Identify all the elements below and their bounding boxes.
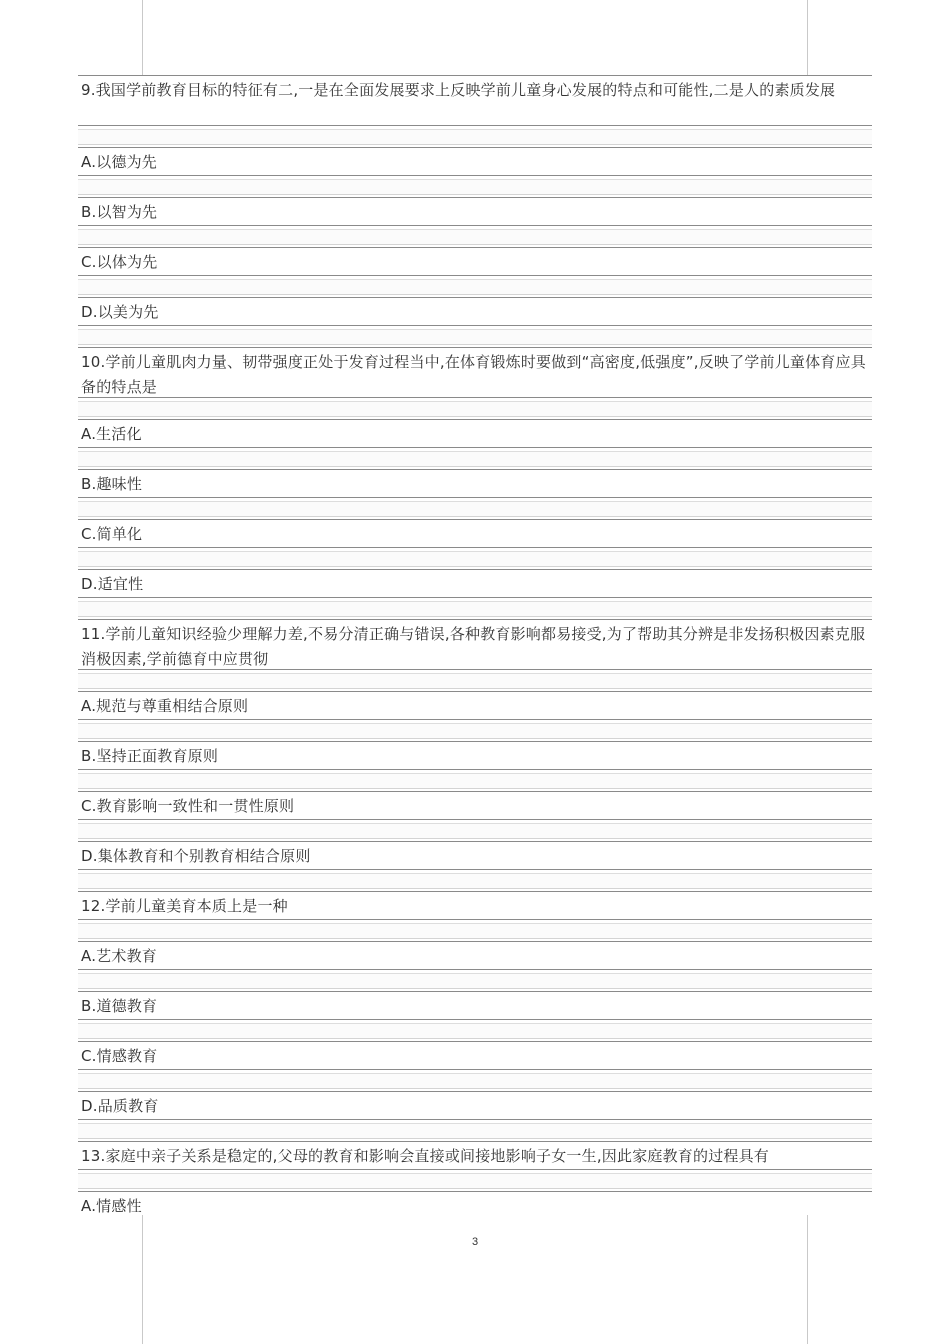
option-row[interactable] xyxy=(78,147,872,175)
blank-answer-line xyxy=(78,329,872,345)
option-row[interactable] xyxy=(78,1041,872,1069)
option-text: C.以体为先 xyxy=(81,253,158,271)
blank-answer-line xyxy=(78,279,872,295)
option-text: C.情感教育 xyxy=(81,1047,158,1065)
blank-answer-line xyxy=(78,601,872,617)
answer-spacer xyxy=(78,547,872,569)
option-text: D.适宜性 xyxy=(81,575,144,593)
option-text: A.规范与尊重相结合原则 xyxy=(81,697,249,715)
question-stem xyxy=(78,619,872,669)
blank-answer-line xyxy=(78,451,872,467)
question-stem-text: 9.我国学前教育目标的特征有二,一是在全面发展要求上反映学前儿童身心发展的特点和可能性,二是人的素质发展 xyxy=(81,81,836,99)
option-text: A.以德为先 xyxy=(81,153,157,171)
answer-spacer xyxy=(78,125,872,147)
blank-answer-line xyxy=(78,723,872,739)
option-row[interactable] xyxy=(78,991,872,1019)
option-row[interactable] xyxy=(78,297,872,325)
question-stem-text: 12.学前儿童美育本质上是一种 xyxy=(81,897,288,915)
question-stem xyxy=(78,347,872,397)
answer-spacer xyxy=(78,869,872,891)
answer-spacer xyxy=(78,669,872,691)
option-row[interactable] xyxy=(78,741,872,769)
question-list xyxy=(78,75,872,1215)
option-row[interactable] xyxy=(78,691,872,719)
question-stem-text: 10.学前儿童肌肉力量、韧带强度正处于发育过程当中,在体育锻炼时要做到“高密度,低强度”,反映了学前儿童体育应具备的特点是 xyxy=(81,353,866,396)
blank-answer-line xyxy=(78,129,872,145)
blank-answer-line xyxy=(78,873,872,889)
option-row[interactable] xyxy=(78,197,872,225)
option-text: D.以美为先 xyxy=(81,303,159,321)
option-text: A.艺术教育 xyxy=(81,947,157,965)
answer-spacer xyxy=(78,275,872,297)
answer-spacer xyxy=(78,325,872,347)
blank-answer-line xyxy=(78,1073,872,1089)
blank-answer-line xyxy=(78,973,872,989)
option-text: A.生活化 xyxy=(81,425,142,443)
option-text: C.教育影响一致性和一贯性原则 xyxy=(81,797,295,815)
answer-spacer xyxy=(78,919,872,941)
option-text: C.简单化 xyxy=(81,525,143,543)
blank-answer-line xyxy=(78,673,872,689)
blank-answer-line xyxy=(78,1123,872,1139)
option-row[interactable] xyxy=(78,247,872,275)
option-row[interactable] xyxy=(78,419,872,447)
question-stem xyxy=(78,891,872,919)
option-text: B.道德教育 xyxy=(81,997,158,1015)
blank-answer-line xyxy=(78,179,872,195)
question-stem xyxy=(78,1141,872,1169)
answer-spacer xyxy=(78,1069,872,1091)
answer-spacer xyxy=(78,1169,872,1191)
option-text: A.情感性 xyxy=(81,1197,142,1215)
blank-answer-line xyxy=(78,823,872,839)
blank-answer-line xyxy=(78,551,872,567)
option-text: D.集体教育和个别教育相结合原则 xyxy=(81,847,311,865)
page-number: 3 xyxy=(471,1236,479,1248)
answer-spacer xyxy=(78,397,872,419)
answer-spacer xyxy=(78,597,872,619)
answer-spacer xyxy=(78,769,872,791)
option-row[interactable] xyxy=(78,941,872,969)
answer-spacer xyxy=(78,447,872,469)
answer-spacer xyxy=(78,497,872,519)
blank-answer-line xyxy=(78,229,872,245)
blank-answer-line xyxy=(78,923,872,939)
answer-spacer xyxy=(78,175,872,197)
blank-answer-line xyxy=(78,773,872,789)
option-row[interactable] xyxy=(78,569,872,597)
option-row[interactable] xyxy=(78,791,872,819)
option-text: B.坚持正面教育原则 xyxy=(81,747,219,765)
question-stem xyxy=(78,75,872,125)
answer-spacer xyxy=(78,969,872,991)
answer-spacer xyxy=(78,1019,872,1041)
question-stem-text: 11.学前儿童知识经验少理解力差,不易分清正确与错误,各种教育影响都易接受,为了帮助其分辨是非发扬积极因素克服消极因素,学前德育中应贯彻 xyxy=(81,625,866,668)
option-text: D.品质教育 xyxy=(81,1097,159,1115)
answer-spacer xyxy=(78,225,872,247)
option-row[interactable] xyxy=(78,469,872,497)
option-row[interactable] xyxy=(78,519,872,547)
option-text: B.以智为先 xyxy=(81,203,158,221)
option-row[interactable] xyxy=(78,1091,872,1119)
option-row[interactable] xyxy=(78,841,872,869)
question-stem-text: 13.家庭中亲子关系是稳定的,父母的教育和影响会直接或间接地影响子女一生,因此家庭教育的过程具有 xyxy=(81,1147,769,1165)
option-row[interactable] xyxy=(78,1191,872,1215)
blank-answer-line xyxy=(78,501,872,517)
answer-spacer xyxy=(78,719,872,741)
answer-spacer xyxy=(78,1119,872,1141)
blank-answer-line xyxy=(78,1023,872,1039)
option-text: B.趣味性 xyxy=(81,475,143,493)
blank-answer-line xyxy=(78,1173,872,1189)
answer-spacer xyxy=(78,819,872,841)
blank-answer-line xyxy=(78,401,872,417)
